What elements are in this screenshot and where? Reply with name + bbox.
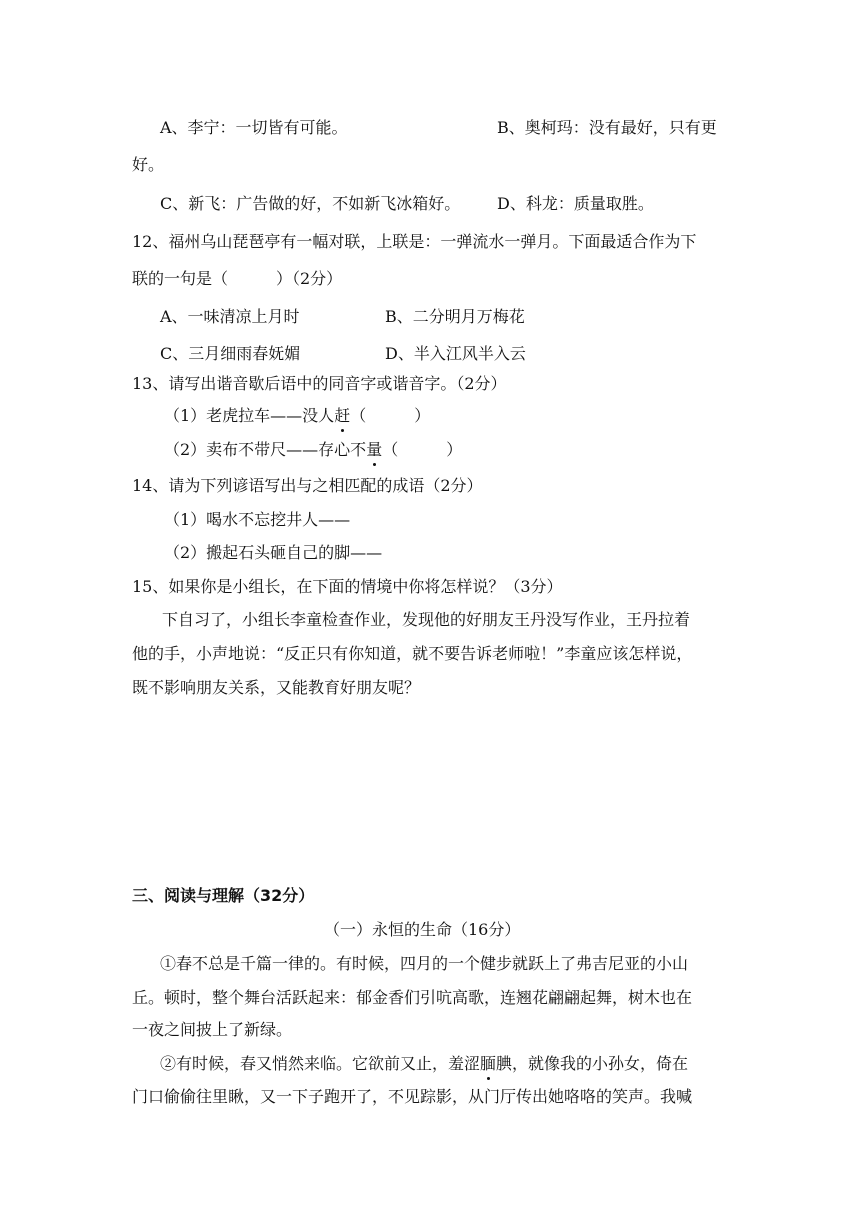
emphasis-dot-char: 腼 bbox=[480, 1054, 497, 1073]
q13-item-1 bbox=[164, 406, 430, 426]
passage-p1-line3: 一夜之间披上了新绿。 bbox=[132, 1020, 293, 1039]
q12-option-c: C、三月细雨春妩媚 bbox=[160, 344, 301, 363]
q12-option-a: A、一味清凉上月时 bbox=[160, 307, 300, 326]
q13-item-1-text: （1）老虎拉车——没人 bbox=[164, 406, 335, 425]
q13-stem: 13、请写出谐音歇后语中的同音字或谐音字。（2分） bbox=[132, 374, 507, 393]
q14-item-1: （1）喝水不忘挖井人—— bbox=[164, 510, 351, 529]
q11-option-d: D、科龙：质量取胜。 bbox=[497, 194, 654, 213]
q15-paragraph-line2: 他的手，小声地说：“反正只有你知道，就不要告诉老师啦！”李童应该怎样说， bbox=[132, 644, 693, 663]
emphasis-dot-char: 赶 bbox=[334, 406, 351, 425]
passage-p1-line2: 丘。顿时，整个舞台活跃起来：郁金香们引吭高歌，连翘花翩翩起舞，树木也在 bbox=[132, 988, 693, 1007]
q12-stem-line1: 12、福州乌山琵琶亭有一幅对联，上联是：一弹流水一弹月。下面最适合作为下 bbox=[132, 232, 697, 251]
q13-item-2-blank: （ ） bbox=[382, 440, 463, 459]
passage-p2-line2: 门口偷偷往里瞅，又一下子跑开了，不见踪影，从门厅传出她咯咯的笑声。我喊 bbox=[132, 1087, 693, 1106]
q12-option-b: B、二分明月万梅花 bbox=[385, 307, 525, 326]
q14-item-2: （2）搬起石头砸自己的脚—— bbox=[164, 543, 383, 562]
passage-p1-line1: ①春不总是千篇一律的。有时候，四月的一个健步就跃上了弗吉尼亚的小山 bbox=[160, 954, 689, 973]
q12-stem-line2: 联的一句是（ ）（2分） bbox=[132, 269, 343, 288]
q12-option-d: D、半入江风半入云 bbox=[385, 344, 526, 363]
q11-option-c: C、新飞：广告做的好，不如新飞冰箱好。 bbox=[160, 194, 461, 213]
passage-title: （一）永恒的生命（16分） bbox=[324, 920, 521, 939]
passage-p2-line1 bbox=[160, 1054, 688, 1074]
q11-option-b: B、奥柯玛：没有最好，只有更 bbox=[497, 118, 717, 137]
q13-item-2-text: （2）卖布不带尺——存心不 bbox=[164, 440, 367, 459]
q15-stem: 15、如果你是小组长，在下面的情境中你将怎样说？（3分） bbox=[132, 577, 563, 596]
emphasis-dot-char: 量 bbox=[366, 440, 383, 459]
q13-item-1-blank: （ ） bbox=[350, 406, 431, 425]
passage-p2-line1-pre: ②有时候，春又悄然来临。它欲前又止，羞涩 bbox=[160, 1054, 481, 1073]
q11-option-a: A、李宁：一切皆有可能。 bbox=[160, 118, 348, 137]
q15-paragraph-line1: 下自习了，小组长李童检查作业，发现他的好朋友王丹没写作业，王丹拉着 bbox=[162, 610, 691, 629]
q14-stem: 14、请为下列谚语写出与之相匹配的成语（2分） bbox=[132, 476, 483, 495]
q13-item-2 bbox=[164, 440, 462, 460]
section-heading: 三、阅读与理解（32分） bbox=[132, 886, 315, 905]
q11-option-b-continued: 好。 bbox=[132, 155, 165, 174]
passage-p2-line1-post: 腆，就像我的小孙女，倚在 bbox=[496, 1054, 689, 1073]
q15-paragraph-line3: 既不影响朋友关系，又能教育好朋友呢？ bbox=[132, 678, 421, 697]
